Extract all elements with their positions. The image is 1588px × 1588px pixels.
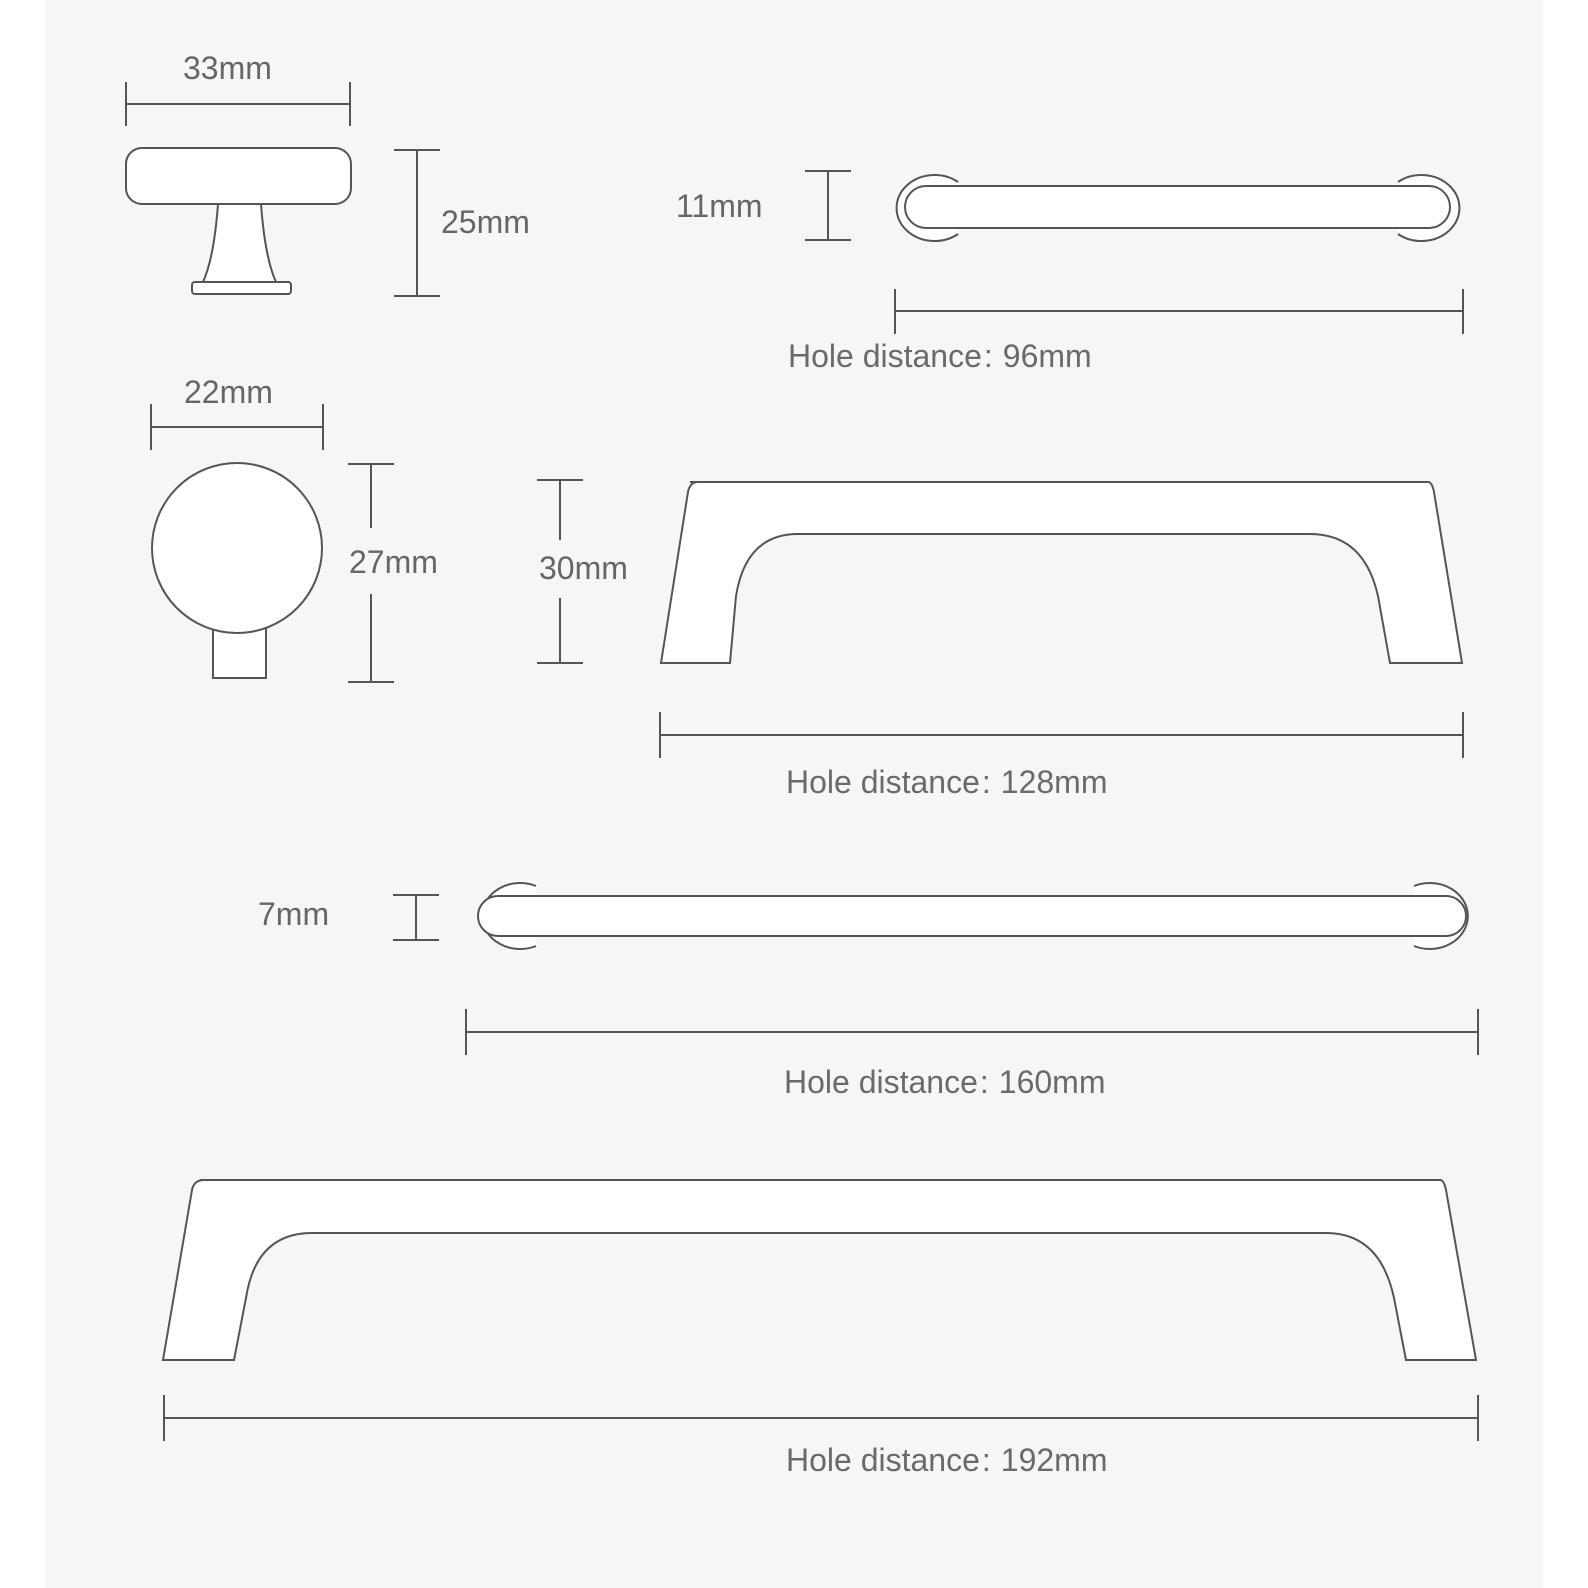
hole-distance-value: 160mm xyxy=(998,1064,1106,1100)
hole-distance-label: Hole distance xyxy=(786,764,980,800)
square-knob-width-dimension xyxy=(126,82,350,126)
d-handle-128-hole-distance xyxy=(786,766,1107,798)
hole-distance-separator: : xyxy=(981,764,991,800)
bar-handle-160-height-dimension xyxy=(393,895,439,940)
d-handle-128 xyxy=(661,482,1462,663)
bar-handle-96-bar xyxy=(905,186,1450,228)
round-knob-head xyxy=(152,463,322,633)
round-knob xyxy=(152,463,322,678)
hole-distance-label: Hole distance xyxy=(784,1064,978,1100)
hole-distance-value: 96mm xyxy=(1002,338,1092,374)
square-knob-base xyxy=(192,282,291,294)
d-handle-192-shape xyxy=(163,1180,1476,1360)
bar-handle-96 xyxy=(897,175,1460,241)
hole-distance-value: 192mm xyxy=(1000,1442,1108,1478)
bar-handle-160-hole-distance xyxy=(784,1066,1105,1098)
hole-distance-label: Hole distance xyxy=(788,338,982,374)
square-knob-width-label: 33mm xyxy=(183,50,272,86)
round-knob-height-label: 27mm xyxy=(349,544,438,580)
bar-handle-160-bar xyxy=(478,896,1466,936)
d-handle-128-hole-dimension xyxy=(660,712,1463,758)
square-knob-height-dimension xyxy=(394,150,440,296)
square-knob-stem xyxy=(203,204,276,282)
hole-distance-separator: : xyxy=(979,1064,989,1100)
d-handle-192-hole-dimension xyxy=(164,1395,1478,1441)
bar-handle-96-height-label: 11mm xyxy=(676,188,763,224)
d-handle-128-shape xyxy=(661,482,1462,663)
bar-handle-96-hole-distance xyxy=(788,340,1092,372)
square-knob-height-label: 25mm xyxy=(441,204,530,240)
square-knob-top xyxy=(126,148,351,204)
hole-distance-value: 128mm xyxy=(1000,764,1108,800)
bar-handle-160-height-label: 7mm xyxy=(258,896,330,932)
round-knob-width-label: 22mm xyxy=(184,374,273,410)
bar-handle-160 xyxy=(478,883,1468,949)
hole-distance-separator: : xyxy=(981,1442,991,1478)
bar-handle-160-hole-dimension xyxy=(466,1009,1478,1055)
round-knob-width-dimension xyxy=(151,404,323,450)
bar-handle-96-hole-dimension xyxy=(895,289,1463,334)
hole-distance-separator: : xyxy=(983,338,993,374)
d-handle-192 xyxy=(163,1180,1476,1360)
square-knob xyxy=(126,148,351,294)
d-handle-128-height-label: 30mm xyxy=(539,550,628,586)
d-handle-192-hole-distance xyxy=(786,1444,1107,1476)
bar-handle-96-height-dimension xyxy=(805,171,851,240)
hole-distance-label: Hole distance xyxy=(786,1442,980,1478)
